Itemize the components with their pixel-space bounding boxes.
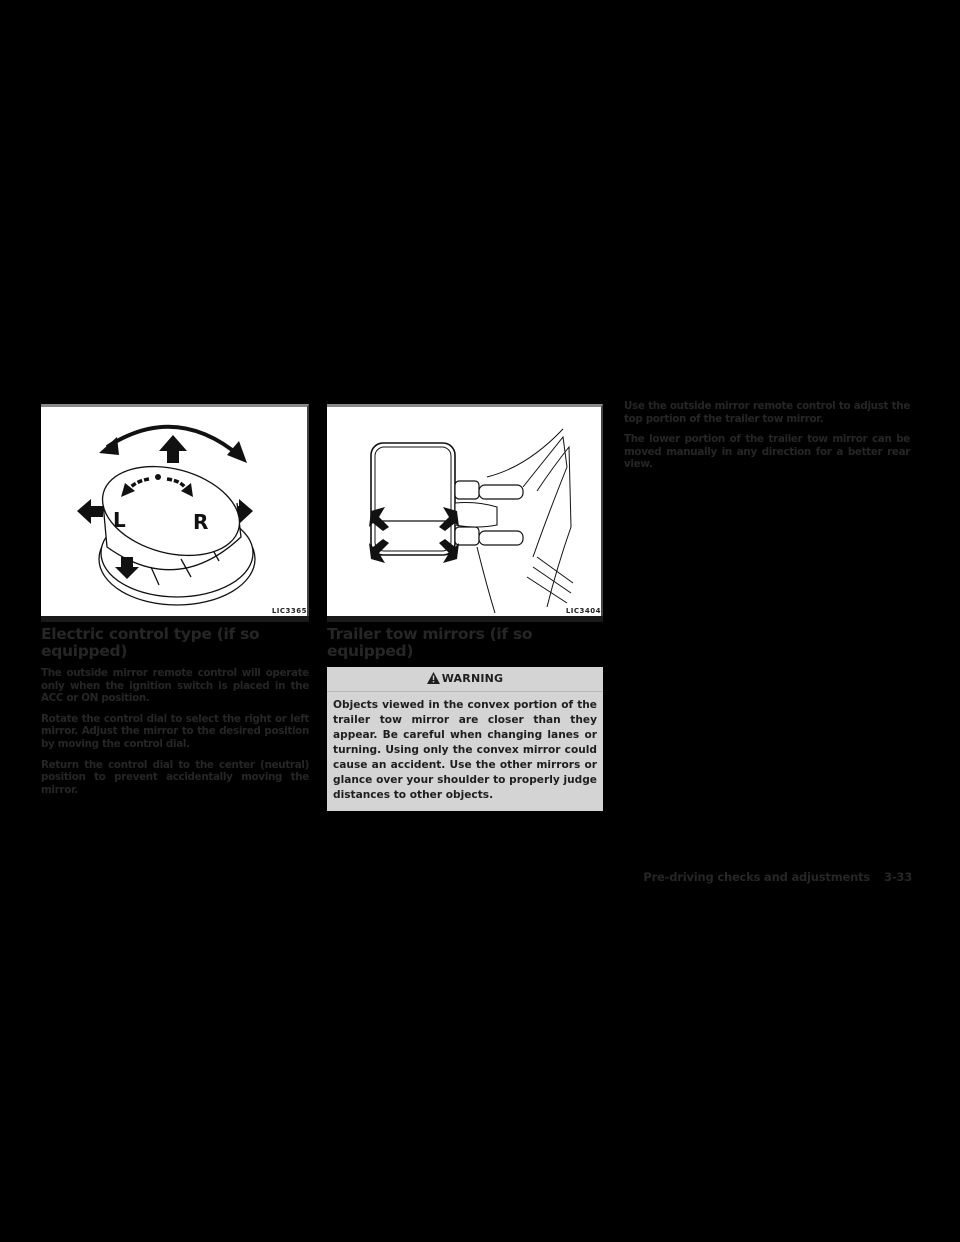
page-footer xyxy=(643,870,912,884)
warning-label: WARNING xyxy=(441,672,504,685)
figure-caption-bar xyxy=(327,607,603,622)
right-column xyxy=(624,400,910,479)
figure-caption-bar xyxy=(41,607,309,622)
footer-section-name: Pre-driving checks and adjustments xyxy=(643,870,871,884)
left-column xyxy=(41,404,309,804)
middle-column xyxy=(327,404,603,811)
trailer-tow-mirror-figure xyxy=(327,404,603,616)
page-number: 3-33 xyxy=(884,870,912,884)
mirror-control-dial-figure xyxy=(41,404,309,616)
section-title-electric-control: Electric control type (if so equipped) xyxy=(41,625,260,660)
figure-code: LIC3404 xyxy=(565,607,601,615)
paragraph: The outside mirror remote control will operate only when the ignition switch is placed in the ACC or ON position. xyxy=(41,667,309,705)
svg-text:L: L xyxy=(113,508,126,532)
figure-code: LIC3365 xyxy=(271,607,307,615)
warning-text: Objects viewed in the convex portion of the trailer tow mirror are closer than they appear. Be careful when changing lanes or turning. Using only the convex mirror could cause an accident. Use the other mirrors or glance over your shoulder to properly judge distances to other objects. xyxy=(333,699,597,801)
warning-header xyxy=(327,667,603,692)
warning-triangle-icon xyxy=(427,672,440,687)
paragraph: Use the outside mirror remote control to adjust the top portion of the trailer tow mirror. xyxy=(624,400,910,425)
section-title-trailer-tow-mirrors: Trailer tow mirrors (if so equipped) xyxy=(327,625,533,660)
tow-mirror-illustration xyxy=(327,407,601,616)
paragraph: Return the control dial to the center (neutral) position to prevent accidentally moving the mirror. xyxy=(41,758,309,796)
paragraph: Rotate the control dial to select the right or left mirror. Adjust the mirror to the desired position by moving the control dial. xyxy=(41,712,309,750)
svg-text:R: R xyxy=(193,510,209,534)
paragraph: The lower portion of the trailer tow mirror can be moved manually in any direction for a better rear view. xyxy=(624,433,910,471)
control-dial-illustration xyxy=(41,407,307,616)
warning-box xyxy=(327,667,603,811)
